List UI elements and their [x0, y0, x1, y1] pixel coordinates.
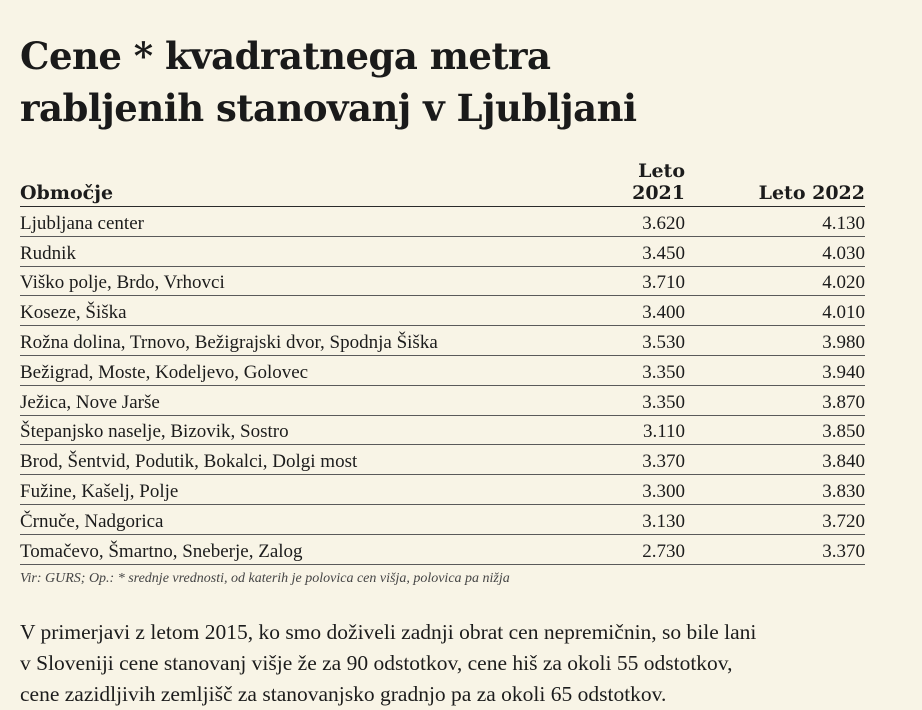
cell-2022: 3.840 [685, 445, 865, 475]
cell-area: Štepanjsko naselje, Bizovik, Sostro [20, 415, 580, 445]
cell-area: Ljubljana center [20, 207, 580, 237]
header-year-2021: Leto 2021 [580, 160, 685, 207]
cell-2021: 3.370 [580, 445, 685, 475]
cell-area: Brod, Šentvid, Podutik, Bokalci, Dolgi most [20, 445, 580, 475]
cell-2022: 3.980 [685, 326, 865, 356]
cell-2022: 4.030 [685, 236, 865, 266]
cell-2021: 3.350 [580, 355, 685, 385]
body-line-2: v Sloveniji cene stanovanj višje že za 90 odstotkov, cene hiš za okoli 55 odstotkov, [20, 650, 733, 675]
cell-area: Rudnik [20, 236, 580, 266]
table-row [20, 355, 865, 385]
cell-2022: 3.830 [685, 475, 865, 505]
page-title [20, 30, 900, 134]
article [20, 30, 900, 710]
cell-2021: 3.350 [580, 385, 685, 415]
cell-2022: 3.870 [685, 385, 865, 415]
cell-2022: 4.020 [685, 266, 865, 296]
cell-area: Črnuče, Nadgorica [20, 504, 580, 534]
cell-2021: 3.110 [580, 415, 685, 445]
cell-2021: 3.530 [580, 326, 685, 356]
cell-2022: 3.370 [685, 534, 865, 564]
cell-2022: 4.010 [685, 296, 865, 326]
cell-area: Koseze, Šiška [20, 296, 580, 326]
cell-2022: 3.850 [685, 415, 865, 445]
table-row [20, 475, 865, 505]
title-line-1: Cene * kvadratnega metra [20, 34, 551, 78]
table-body [20, 207, 865, 565]
price-table [20, 160, 865, 565]
cell-2022: 4.130 [685, 207, 865, 237]
table-row [20, 504, 865, 534]
cell-2021: 3.300 [580, 475, 685, 505]
body-paragraph [20, 617, 900, 710]
table-row [20, 296, 865, 326]
header-year-2022: Leto 2022 [685, 160, 865, 207]
table-row [20, 415, 865, 445]
cell-2021: 2.730 [580, 534, 685, 564]
cell-area: Tomačevo, Šmartno, Sneberje, Zalog [20, 534, 580, 564]
table-row [20, 534, 865, 564]
header-area: Območje [20, 160, 580, 207]
cell-area: Ježica, Nove Jarše [20, 385, 580, 415]
cell-area: Viško polje, Brdo, Vrhovci [20, 266, 580, 296]
cell-2021: 3.400 [580, 296, 685, 326]
title-line-2: rabljenih stanovanj v Ljubljani [20, 86, 637, 130]
cell-area: Bežigrad, Moste, Kodeljevo, Golovec [20, 355, 580, 385]
cell-2021: 3.620 [580, 207, 685, 237]
cell-2021: 3.450 [580, 236, 685, 266]
cell-2022: 3.940 [685, 355, 865, 385]
table-row [20, 445, 865, 475]
body-line-3: cene zazidljivih zemljišč za stanovanjsko gradnjo pa za okoli 65 odstotkov. [20, 681, 667, 706]
cell-2022: 3.720 [685, 504, 865, 534]
cell-area: Rožna dolina, Trnovo, Bežigrajski dvor, Spodnja Šiška [20, 326, 580, 356]
cell-2021: 3.130 [580, 504, 685, 534]
cell-area: Fužine, Kašelj, Polje [20, 475, 580, 505]
table-row [20, 385, 865, 415]
source-note: Vir: GURS; Op.: * srednje vrednosti, od katerih je polovica cen višja, polovica pa nižja [20, 570, 510, 586]
table-row [20, 326, 865, 356]
body-line-1: V primerjavi z letom 2015, ko smo doživeli zadnji obrat cen nepremičnin, so bile lani [20, 619, 757, 644]
table-row [20, 266, 865, 296]
table-row [20, 207, 865, 237]
cell-2021: 3.710 [580, 266, 685, 296]
table-header-row [20, 160, 865, 207]
table-row [20, 236, 865, 266]
